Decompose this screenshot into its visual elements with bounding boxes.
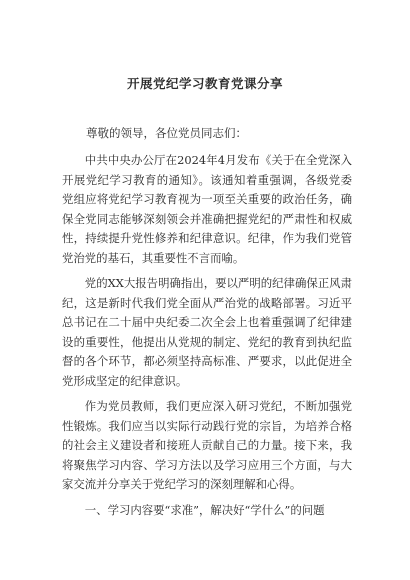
paragraph-1: 中共中央办公厅在2024年4月发布《关于在全党深入开展党纪学习教育的通知》。该通知着重强调，各级党委党组应将党纪学习教育视为一项至关重要的政治任务，确保全党同志能够深刻领会并准确把握党纪的严肃性和权威性，持续提升党性修养和纪律意识。纪律，作为我们党管党治党的基石，其重要性不言而喻。 (62, 153, 352, 265)
section-heading-1: 一、学习内容要“求准”，解决好“学什么”的问题 (84, 502, 325, 517)
document-body (62, 124, 352, 520)
paragraph-3: 作为党员教师，我们更应深入研习党纪，不断加强党性锻炼。我们应当以实际行动践行党的宗旨，为培养合格的社会主义建设者和接班人贡献自己的力量。接下来，我将聚焦学习内容、学习方法以及学习应用三个方面，与大家交流并分享关于党纪学习的深刻理解和心得。 (62, 399, 352, 491)
document-title: 开展党纪学习教育党课分享 (126, 76, 283, 91)
paragraph-2: 党的XX大报告明确指出，要以严明的纪律确保正风肃纪，这是新时代我们党全面从严治党的战略部署。习近平总书记在二十届中央纪委二次全会上也着重强调了纪律建设的重要性，他提出从党规的制定、党纪的教育到执纪监督的各个环节，都必须坚持高标准、严要求，以此促进全党形成坚定的纪律意识。 (62, 276, 352, 388)
salutation: 尊敬的领导，各位党员同志们： (86, 126, 247, 140)
